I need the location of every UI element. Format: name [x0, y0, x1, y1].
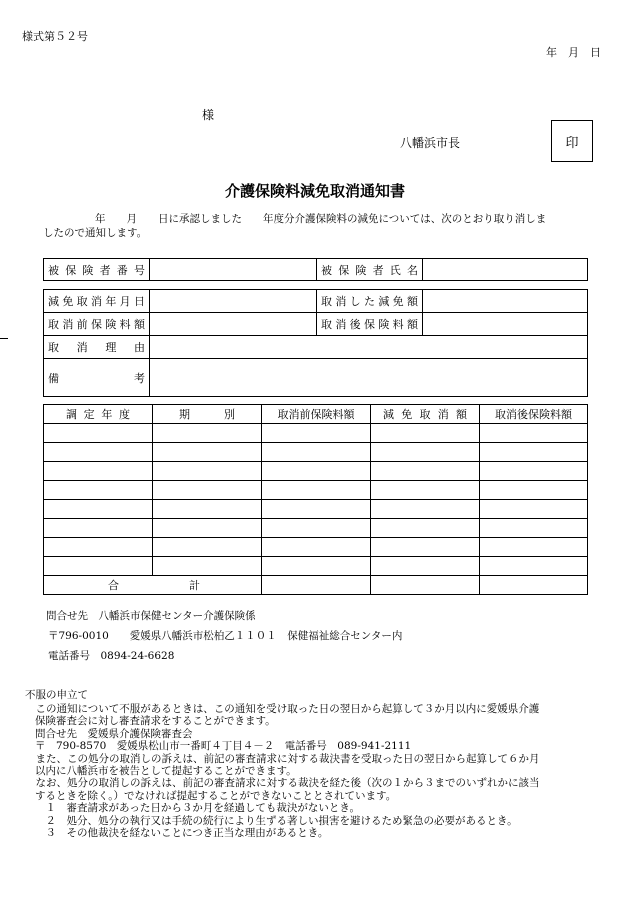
appeal-line: １ 審査請求があった日から３か月を経過しても裁決がないとき。 — [35, 802, 360, 815]
history-row — [44, 481, 588, 500]
appeal-line: なお、処分の取消しの訴えは、前記の審査請求に対する裁決を経た後（次の１から３までのいずれかに該当 — [25, 777, 540, 790]
appeal-line: また、この処分の取消しの訴えは、前記の審査請求に対する裁決書を受取った日の翌日から起算して６か月 — [25, 752, 540, 765]
cancel-info-table — [43, 289, 588, 397]
page-title: 介護保険料減免取消通知書 — [224, 182, 405, 200]
remarks-label: 備考 — [44, 359, 150, 397]
header-after-premium: 取消後保険料額 — [480, 405, 588, 424]
seal-box: 印 — [551, 120, 593, 162]
history-row — [44, 519, 588, 538]
insured-name-value[interactable] — [423, 259, 588, 281]
total-label-1: 合 — [108, 579, 119, 592]
header-period: 期別 — [153, 405, 262, 424]
appeal-line: ２ 処分、処分の執行又は手続の続行により生ずる著しい損害を避けるため緊急の必要があるとき。 — [35, 814, 518, 827]
history-row — [44, 443, 588, 462]
total-cancel-amount[interactable] — [371, 576, 480, 595]
history-row — [44, 500, 588, 519]
intro-line-2: したので通知します。 — [43, 227, 148, 239]
after-premium-value[interactable] — [423, 313, 588, 336]
after-premium-label: 取消後保険料額 — [317, 313, 423, 336]
date-line: 年 月 日 — [546, 46, 601, 59]
history-row — [44, 538, 588, 557]
issuer-name: 八幡浜市長 — [400, 136, 461, 150]
before-premium-value[interactable] — [150, 313, 317, 336]
insured-number-value[interactable] — [150, 259, 317, 281]
reason-value[interactable] — [150, 336, 588, 359]
cancel-date-label: 減免取消年月日 — [44, 290, 150, 313]
header-cancel-amount: 減免取消額 — [371, 405, 480, 424]
history-row — [44, 557, 588, 576]
contact-line-3: 電話番号 0894-24-6628 — [48, 650, 175, 662]
addressee-suffix: 様 — [202, 108, 215, 122]
side-mark — [0, 338, 8, 339]
cancel-amount-value[interactable] — [423, 290, 588, 313]
cancel-date-value[interactable] — [150, 290, 317, 313]
appeal-line: 〒 790-8570 愛媛県松山市一番町４丁目４－２ 電話番号 089-941-2111 — [35, 740, 412, 753]
before-premium-label: 取消前保険料額 — [44, 313, 150, 336]
appeal-line: 保険審査会に対し審査請求をすることができます。 — [35, 715, 276, 728]
history-total-row — [44, 576, 588, 595]
appeal-line: するときを除く。）でなければ提起することができないこととされています。 — [35, 789, 397, 802]
cancel-amount-label: 取消した減免額 — [317, 290, 423, 313]
insured-name-label: 被保険者氏名 — [317, 259, 423, 281]
appeal-line: ３ その他裁決を経ないことにつき正当な理由があるとき。 — [35, 827, 329, 839]
header-fiscal-year: 調定年度 — [44, 405, 153, 424]
total-label-2: 計 — [189, 579, 200, 592]
appeal-line: 問合せ先 愛媛県介護保険審査会 — [35, 727, 193, 740]
insured-number-label: 被保険者番号 — [44, 259, 150, 281]
contact-line-2: 〒796-0010 愛媛県八幡浜市松柏乙１１０１ 保健福祉総合センター内 — [48, 630, 403, 642]
history-row — [44, 424, 588, 443]
history-table — [43, 404, 588, 595]
total-before-premium[interactable] — [262, 576, 371, 595]
insured-table — [43, 258, 588, 281]
appeal-line: 以内に八幡浜市を被告として提起することができます。 — [35, 765, 297, 777]
form-number: 様式第５２号 — [22, 30, 88, 43]
total-after-premium[interactable] — [480, 576, 588, 595]
intro-line-1: 年 月 日に承認しました 年度分介護保険料の減免については、次のとおり取り消しま — [95, 213, 547, 225]
appeal-line: この通知について不服があるときは、この通知を受け取った日の翌日から起算して３か月以内に愛媛県介護 — [25, 703, 540, 715]
history-header-row — [44, 405, 588, 424]
history-row — [44, 462, 588, 481]
contact-line-1: 問合せ先 八幡浜市保健センター介護保険係 — [46, 610, 256, 622]
total-label — [44, 576, 262, 595]
reason-label: 取消理由 — [44, 336, 150, 359]
remarks-value[interactable] — [150, 359, 588, 397]
appeal-heading: 不服の申立て — [25, 689, 88, 701]
header-before-premium: 取消前保険料額 — [262, 405, 371, 424]
